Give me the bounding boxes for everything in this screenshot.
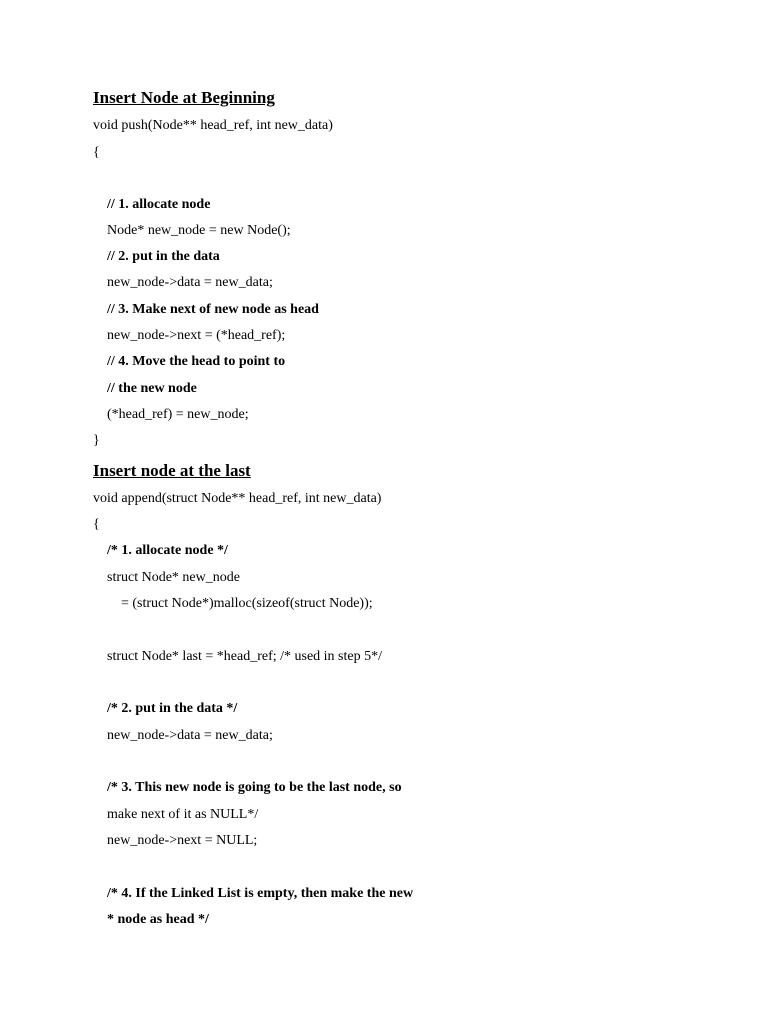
code-line: make next of it as NULL*/: [107, 807, 259, 822]
code-line: void push(Node** head_ref, int new_data): [93, 118, 333, 133]
code-comment: /* 4. If the Linked List is empty, then make the new: [107, 886, 414, 901]
code-line: = (struct Node*)malloc(sizeof(struct Node));: [121, 596, 373, 611]
code-line: struct Node* new_node: [107, 570, 240, 585]
code-line: {: [93, 145, 100, 160]
code-line: new_node->data = new_data;: [107, 275, 273, 290]
code-comment: // 2. put in the data: [107, 249, 220, 264]
code-comment: // 4. Move the head to point to: [107, 354, 286, 369]
code-line: struct Node* last = *head_ref; /* used in step 5*/: [107, 649, 383, 664]
code-line: }: [93, 433, 100, 448]
section-heading-insert-last: Insert node at the last: [93, 461, 251, 480]
code-line: new_node->next = (*head_ref);: [107, 328, 286, 343]
code-comment: // 3. Make next of new node as head: [107, 302, 319, 317]
code-line: {: [93, 517, 100, 532]
code-line: void append(struct Node** head_ref, int new_data): [93, 491, 382, 506]
code-comment: /* 3. This new node is going to be the last node, so: [107, 780, 402, 795]
code-comment: // 1. allocate node: [107, 197, 211, 212]
code-line: (*head_ref) = new_node;: [107, 407, 249, 422]
section-heading-insert-beginning: Insert Node at Beginning: [93, 88, 275, 107]
code-line: new_node->next = NULL;: [107, 833, 258, 848]
code-comment: /* 1. allocate node */: [107, 543, 228, 558]
code-comment: // the new node: [107, 381, 197, 396]
code-comment: /* 2. put in the data */: [107, 701, 238, 716]
code-line: new_node->data = new_data;: [107, 728, 273, 743]
code-line: Node* new_node = new Node();: [107, 223, 291, 238]
code-comment: * node as head */: [107, 912, 209, 927]
